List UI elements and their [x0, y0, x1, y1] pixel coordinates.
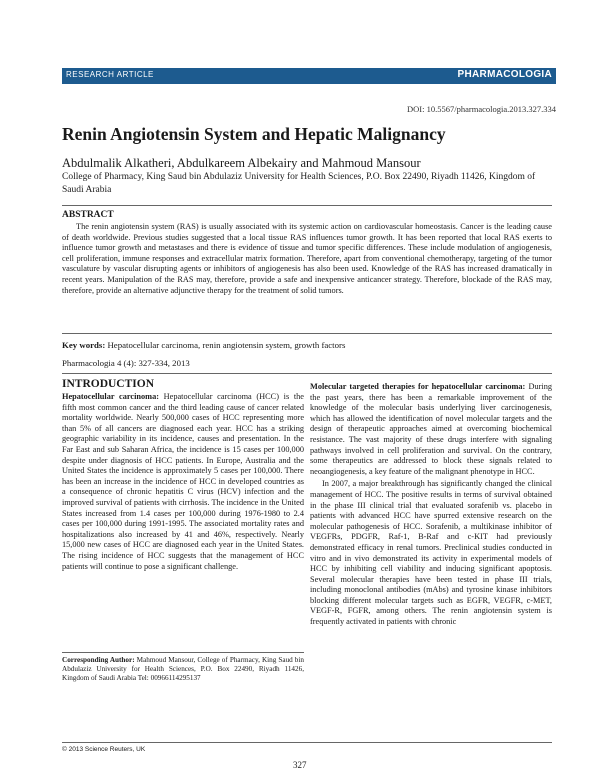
authors: Abdulmalik Alkatheri, Abdulkareem Albekairy and Mahmoud Mansour — [62, 156, 421, 170]
keywords — [62, 340, 552, 350]
page-number: 327 — [293, 760, 307, 770]
affiliation: College of Pharmacy, King Saud bin Abdulaziz University for Health Sciences, P.O. Box 22490, Riyadh 11426, Kingdom of Saudi Arabia — [62, 172, 536, 195]
corresponding-label: Corresponding Author: — [62, 656, 135, 664]
abstract-text: The renin angiotensin system (RAS) is usually associated with its systemic action on cardiovascular homeostasis. Cancer is the leading cause of death worldwide. Previous studies suggested that a local tissue RAS influences tumor growth. It has been reported that local RAS exerts to influence tumor growth and metastases and there is evidence of tissue and tumor specific differences. These include modulation of angiogenesis, cell proliferation, immune responses and extracellular matrix formation. Therefore, apart from conventional chemotherapy, targeting of the tumor vasculature by vascular disrupting agents or inhibitors of angiogenesis has also been used. Knowledge of the RAS has increased dramatically in recent years. Manipulation of the RAS may, therefore, provide a safe and inexpensive anticancer strategy. Therefore, blockade of the RAS may, therefore, provide an alternative adjunctive therapy for the treatment of solid tumors. — [62, 222, 552, 295]
left-column — [62, 378, 304, 572]
divider — [62, 373, 552, 374]
section-label: RESEARCH ARTICLE — [66, 70, 154, 79]
copyright: © 2013 Science Reuters, UK — [62, 746, 146, 753]
paragraph-text: Hepatocellular carcinoma (HCC) is the fifth most common cancer and the third leading cause of cancer related mortality worldwide. Nearly 500,000 cases of HCC representing more than 5% of all cancers are diagnosed each year. HCC has a striking geographic variability in its incidence, causes and presentation. In the Far East and sub Saharan Africa, the incidence is 15 cases per 100,000 despite under diagnosis of HCC patients. In Europe, Australia and the United States the incidence is approximately 5 cases per 100,000. There has been an increase in the incidence of HCC in developed countries as a consequence of chronic hepatitis C virus (HCV) infection and the improved survival of patients with cirrhosis. The incidence in the United States increased from 1.4 cases per 100,000 during 1976-1980 to 2.4 cases per 100,000 during 1991-1995. The associated mortality rates and hospitalizations also increased by 41 and 46%, respectively. Nearly 15,000 new cases of HCC are diagnosed each year in the United States. The rising incidence of HCC suggests that the management of HCC patients will continue to pose a significant challenge. — [62, 392, 304, 571]
paragraph: In 2007, a major breakthrough has significantly changed the clinical management of HCC. The positive results in terms of survival obtained in the phase III clinical trial that evaluated sorafenib vs. placebo in patients with advanced HCC have spurred extensive research on the molecular pathogenesis of HCC. Sorafenib, a multikinase inhibitor of VEGFRs, PDGFR, Raf-1, B-Raf and c-KIT had previously demonstrated efficacy in renal tumors. Preclinical studies conducted in vitro and in vivo demonstrated its activity in experimental models of HCC by inhibiting cell viability and inducing significant apoptosis. Several molecular therapies have been tested in phase III trials, including monoclonal antibodies (mAbs) and tyrosine kinase inhibitors blocking different molecular targets such as EGFR, VEGFR, c-MET, VEGF-R, FGFR, among others. The renin angiotensin system is frequently activated in patients with chronic — [310, 479, 552, 627]
keywords-label: Key words: — [62, 340, 106, 350]
article-title: Renin Angiotensin System and Hepatic Malignancy — [62, 124, 446, 144]
paragraph — [310, 382, 552, 477]
paragraph-heading: Molecular targeted therapies for hepatocellular carcinoma: — [310, 382, 526, 391]
journal-name: PHARMACOLOGIA — [457, 69, 552, 80]
corresponding-author — [62, 656, 304, 682]
introduction-heading: INTRODUCTION — [62, 378, 155, 390]
right-column — [310, 382, 552, 628]
paragraph-text: During the past years, there has been a remarkable improvement of the knowledge of the molecular basis underlying liver carcinogenesis, which has allowed the identification of novel molecular targets and the design of therapeutic approaches aimed at overcoming biochemical resistance. The vast majority of these drugs interfere with signaling pathways involved in cell proliferation and survival. On the contrary, some therapeutics are addressed to block these signals related to neoangiogenesis, a key feature of the malignant phenotype in HCC. — [310, 382, 552, 476]
corresponding-text: Mahmoud Mansour, College of Pharmacy, King Saud bin Abdulaziz University for Health Sciences, P.O. Box 22490, Riyadh 11426, Kingdom of Saudi Arabia Tel: 00966114295137 — [62, 656, 304, 682]
abstract-heading: ABSTRACT — [62, 210, 114, 220]
paragraph-heading: Hepatocellular carcinoma: — [62, 392, 159, 401]
divider — [62, 742, 552, 743]
paragraph — [62, 392, 304, 572]
divider — [62, 205, 552, 206]
keywords-text: Hepatocellular carcinoma, renin angiotensin system, growth factors — [107, 340, 346, 350]
journal-header-band — [62, 68, 556, 84]
divider — [62, 333, 552, 334]
divider — [62, 652, 304, 653]
doi: DOI: 10.5567/pharmacologia.2013.327.334 — [407, 104, 556, 114]
citation: Pharmacologia 4 (4): 327-334, 2013 — [62, 358, 190, 368]
